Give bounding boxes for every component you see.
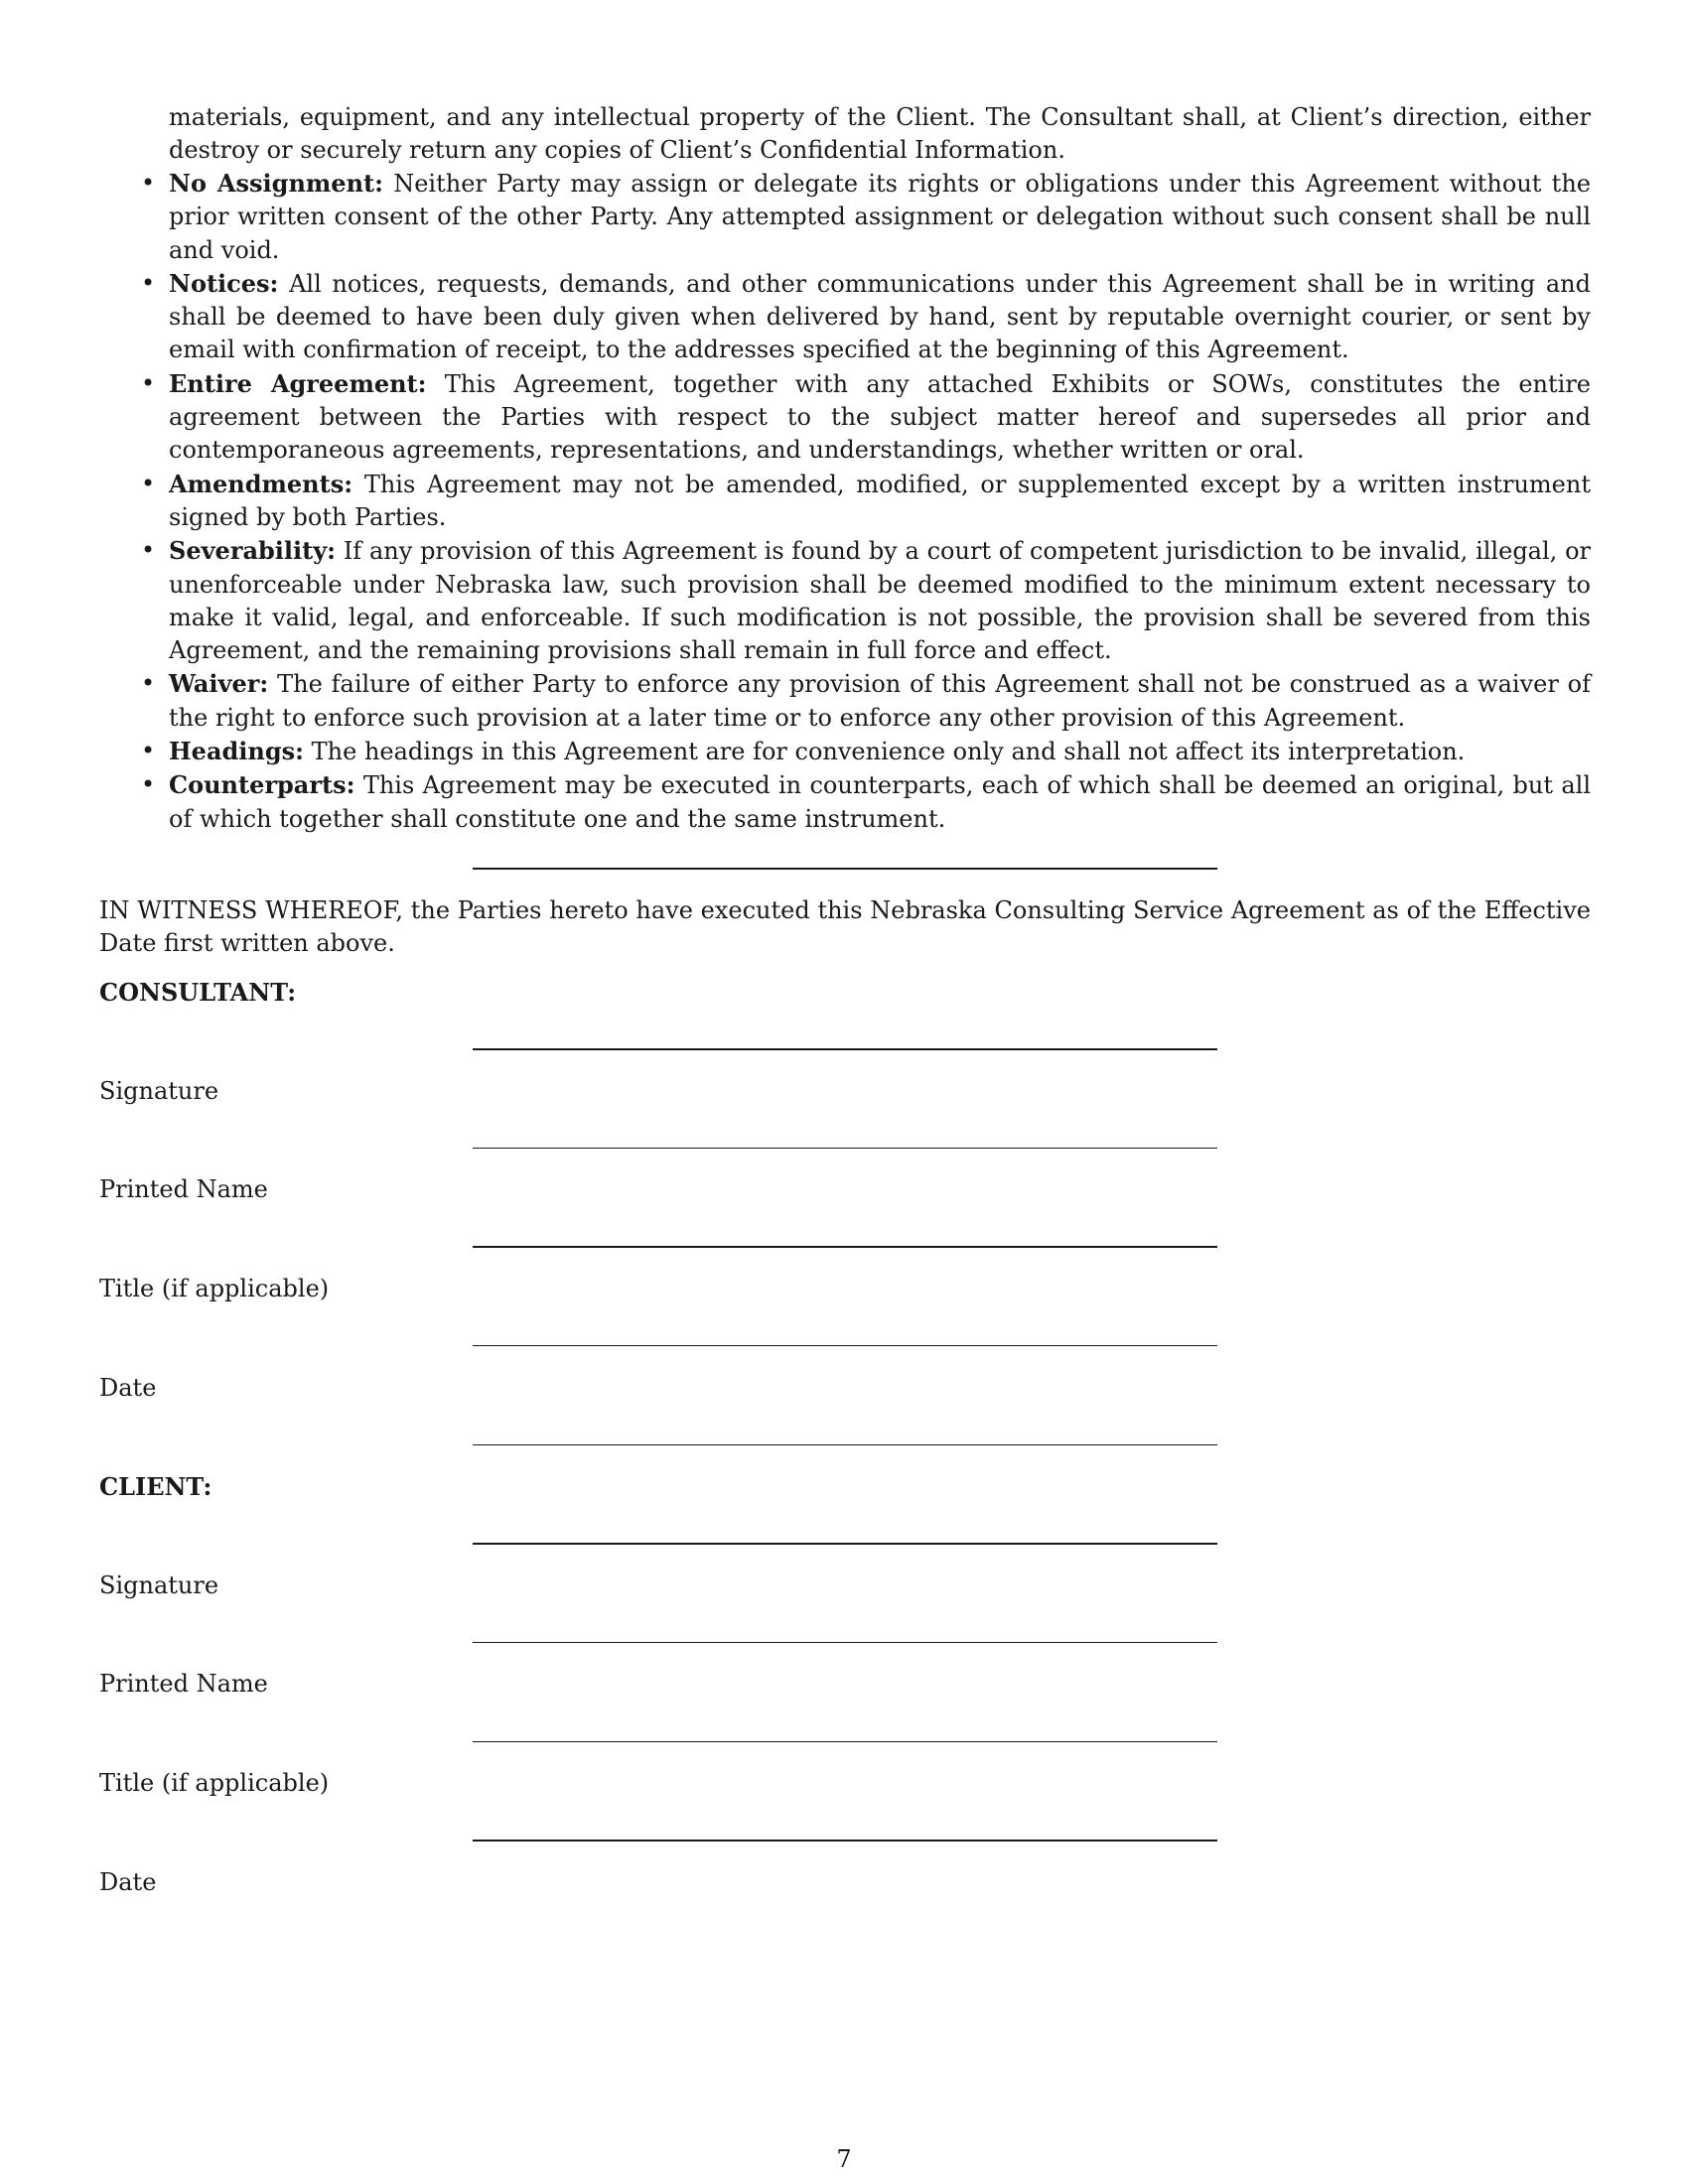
list-item bbox=[141, 768, 1591, 836]
list-item bbox=[141, 735, 1591, 768]
bullet-icon: • bbox=[141, 169, 156, 197]
client-title-line[interactable] bbox=[473, 1741, 1217, 1742]
list-item bbox=[141, 167, 1591, 267]
clause-text: The failure of either Party to enforce any provision of this Agreement shall not be construed as a waiver of the right to enforce such provision at a later time or to enforce any other provision of this Agreement. bbox=[169, 670, 1591, 732]
bullet-icon: • bbox=[141, 737, 156, 765]
clause-text: This Agreement may be executed in counterparts, each of which shall be deemed an original, but all of which together shall constitute one and the same instrument. bbox=[169, 771, 1591, 833]
witness-paragraph: IN WITNESS WHEREOF, the Parties hereto have executed this Nebraska Consulting Service Agreement as of the Effective Date first written above. bbox=[99, 896, 1591, 958]
clause-list bbox=[141, 167, 1592, 836]
list-item bbox=[141, 367, 1592, 468]
client-heading: CLIENT: bbox=[99, 1472, 212, 1501]
bullet-icon: • bbox=[141, 368, 156, 397]
consultant-date-line[interactable] bbox=[473, 1345, 1217, 1346]
client-signature-label: Signature bbox=[99, 1571, 219, 1599]
clause-term: Amendments: bbox=[169, 469, 353, 498]
list-item bbox=[141, 468, 1591, 535]
clause-term: Severability: bbox=[169, 536, 337, 566]
clause-text: Neither Party may assign or delegate its rights or obligations under this Agreement without the prior written consent of the other Party. Any attempted assignment or delegation without such consent shall be null and void. bbox=[169, 170, 1591, 264]
bullet-icon: • bbox=[141, 536, 156, 565]
section-divider bbox=[473, 868, 1217, 870]
clause-text: The headings in this Agreement are for convenience only and shall not affect its interpretation. bbox=[311, 738, 1466, 766]
list-item bbox=[141, 667, 1591, 735]
bullet-icon: • bbox=[141, 669, 156, 698]
clause-text: If any provision of this Agreement is found by a court of competent jurisdiction to be invalid, illegal, or unenforceable under Nebraska law, such provision shall be deemed modified to the minimum extent necessary to make it valid, legal, and enforceable. If such modification is not possible, the provision shall be severed from this Agreement, and the remaining provisions shall remain in full force and effect. bbox=[169, 537, 1591, 665]
clause-text: This Agreement, together with any attached Exhibits or SOWs, constitutes the entire agreement between the Parties with respect to the subject matter hereof and supersedes all prior and contemporaneous agreements, representations, and understandings, whether written or oral. bbox=[169, 369, 1592, 465]
clause-text: This Agreement may not be amended, modified, or supplemented except by a written instrument signed by both Parties. bbox=[169, 470, 1591, 531]
continued-paragraph: materials, equipment, and any intellectual property of the Client. The Consultant shall, at Client’s direction, either destroy or securely return any copies of Client’s Confidential Information. bbox=[169, 103, 1591, 165]
clause-term: Entire Agreement: bbox=[169, 368, 427, 398]
bullet-icon: • bbox=[141, 469, 156, 497]
consultant-heading: CONSULTANT: bbox=[99, 978, 297, 1007]
clause-term: Waiver: bbox=[169, 669, 269, 699]
clause-term: Headings: bbox=[169, 737, 304, 766]
bullet-icon: • bbox=[141, 770, 156, 799]
client-date-line[interactable] bbox=[473, 1840, 1217, 1842]
consultant-printed-name-line[interactable] bbox=[473, 1148, 1217, 1149]
clause-term: Counterparts: bbox=[169, 770, 355, 800]
consultant-title-line[interactable] bbox=[473, 1246, 1217, 1248]
clause-term: Notices: bbox=[169, 268, 279, 298]
list-item bbox=[141, 267, 1591, 367]
client-signature-line[interactable] bbox=[473, 1543, 1217, 1545]
client-date-label: Date bbox=[99, 1868, 157, 1896]
consultant-signature-line[interactable] bbox=[473, 1048, 1217, 1050]
consultant-title-label: Title (if applicable) bbox=[99, 1275, 330, 1302]
bullet-icon: • bbox=[141, 268, 156, 297]
client-printed-name-line[interactable] bbox=[473, 1642, 1217, 1643]
consultant-date-label: Date bbox=[99, 1374, 157, 1402]
clause-term: No Assignment: bbox=[169, 169, 383, 198]
client-printed-name-label: Printed Name bbox=[99, 1670, 268, 1698]
divider-line bbox=[473, 1444, 1217, 1445]
clause-text: All notices, requests, demands, and other communications under this Agreement shall be in writing and shall be deemed to have been duly given when delivered by hand, sent by reputable overnight courier, or sent by email with confirmation of receipt, to the addresses specified at the beginning of this Agreement. bbox=[169, 269, 1591, 364]
page-number: 7 bbox=[836, 2145, 852, 2173]
consultant-printed-name-label: Printed Name bbox=[99, 1175, 268, 1203]
list-item bbox=[141, 534, 1591, 667]
consultant-signature-label: Signature bbox=[99, 1077, 219, 1105]
client-title-label: Title (if applicable) bbox=[99, 1769, 330, 1797]
